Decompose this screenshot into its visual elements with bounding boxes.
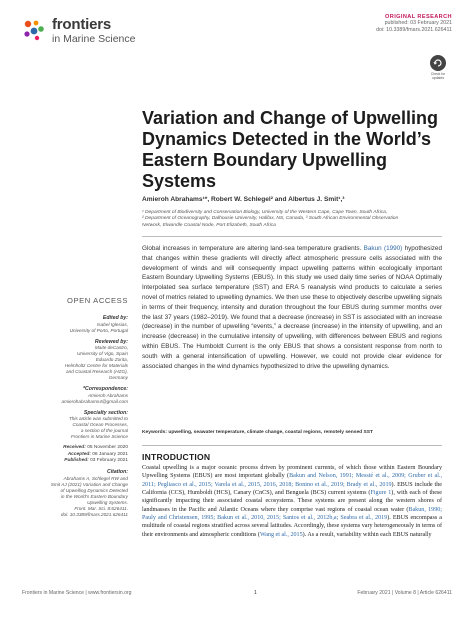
citation <box>22 469 128 518</box>
received-label: Received: <box>63 445 86 451</box>
keywords-label: Keywords: <box>142 430 168 435</box>
check-updates-icon <box>430 55 446 71</box>
page-number: 1 <box>254 590 257 596</box>
edited-by <box>22 315 128 334</box>
citation-line: of Upwelling Dynamics Detected <box>60 487 128 493</box>
reviewer-line: and Coastal Research (HZG), <box>65 369 128 375</box>
published-value: 03 February 2021 <box>90 457 128 463</box>
open-access-label: OPEN ACCESS <box>66 296 128 305</box>
correspondence-heading: *Correspondence: <box>83 386 128 393</box>
article-title: Variation and Change of Upwelling Dynamics Detected in the World’s Eastern Boundary Upwelling Systems <box>142 108 439 191</box>
check-for-updates-button[interactable] <box>428 55 448 79</box>
reviewer-line: Germany <box>108 375 128 381</box>
citation-line: Front. Mar. Sci. 8:626411. <box>74 505 128 511</box>
citation-link[interactable]: Wang et al., 2015 <box>259 531 303 538</box>
citation-link[interactable]: Bakun, 1990; Pauly and Christensen, 1995; Bakun et al., 2010, 2015; Santos et al., 2012b,a; Seabra et al., 2019 <box>142 506 442 522</box>
editor-line: Isabel Iglesias, <box>96 321 128 327</box>
specialty-line: a section of the journal <box>80 428 128 434</box>
citation-line: Smit AJ (2021) Variation and Change <box>50 481 128 487</box>
introduction-heading: INTRODUCTION <box>142 452 211 462</box>
abstract <box>142 244 442 371</box>
affiliation-line: ² Department of Oceanography, Dalhousie University, Halifax, NS, Canada, ³ South African Environmental Observation <box>142 216 399 222</box>
citation-line: in the World’s Eastern Boundary <box>60 493 128 499</box>
correspondence-email[interactable]: amierohabrahams4@gmail.com <box>61 398 128 404</box>
specialty-line: Frontiers in Marine Science <box>70 434 128 440</box>
received-value: 05 November 2020 <box>87 445 128 451</box>
correspondence-name: Amieroh Abrahams <box>88 392 128 398</box>
article-sidebar <box>22 296 128 523</box>
divider <box>142 236 442 237</box>
page-footer <box>22 590 452 600</box>
reviewed-by <box>22 339 128 382</box>
published-label: Published: <box>64 457 89 463</box>
intro-text: ). EBUS encompass a multitude of coastal regions stratified across several latitudes. Accordingly, these systems vary heterogeneously in terms of their environments and atmospheric conditions ( <box>142 515 442 538</box>
affiliation-line: Network, Elwandle Coastal Node, Port Elizabeth, South Africa <box>142 222 276 228</box>
citation-link[interactable]: Bakun and Nelson, 1991; Messié et al., 2009; Gruber et al., 2011; Pegliasco et al., 2015; Varela et al., 2015, 2016, 2018; Bonino et al., 2019; Brady et al., 2019 <box>142 473 442 488</box>
intro-text: ). As a result, variability within each EBUS naturally <box>302 531 432 538</box>
reviewer-line: Maite deCastro, <box>94 345 128 351</box>
specialty-line: This article was submitted to <box>68 416 128 422</box>
journal-name-word2: in Marine Science <box>52 33 136 45</box>
reviewer-line: Eduardo Zorita, <box>95 357 128 363</box>
specialty-line: Coastal Ocean Processes, <box>72 422 128 428</box>
intro-text: Coastal upwelling is a major oceanic process driven by prominent currents, of which those within Eastern Boundary Upwelling Systems (EBUS) are most important globally ( <box>142 465 442 480</box>
correspondence <box>22 386 128 405</box>
author-list: Amieroh Abrahams¹*, Robert W. Schlegel² and Albertus J. Smit¹,³ <box>142 196 345 203</box>
check-updates-label: Check for updates <box>430 72 446 80</box>
abstract-text: Global increases in temperature are altering land-sea temperature gradients. <box>142 245 362 252</box>
intro-text: ). EBUS include the California (CCS), Humboldt (HCS), Canary (CnCS), and Benguela (BCS) current systems ( <box>142 481 442 497</box>
specialty-heading: Specialty section: <box>83 409 128 416</box>
article-type: ORIGINAL RESEARCH <box>385 14 452 20</box>
doi-header[interactable]: doi: 10.3389/fmars.2021.626411 <box>376 26 452 33</box>
intro-text: ), with each of these significantly impacting their associated coastal ecosystems. These systems are present along the western shores of landmasses in the Pacific and Atlantic Oceans where they comprise vast regions of coastal ocean water ( <box>142 490 442 513</box>
frontiers-logo-icon <box>22 18 46 42</box>
specialty-section <box>22 410 128 441</box>
footer-journal[interactable]: Frontiers in Marine Science | www.frontiersin.org <box>22 590 132 596</box>
accepted-value: 08 January 2021 <box>92 451 128 457</box>
keywords-text: upwelling, seawater temperature, climate change, coastal regions, remotely sensed SST <box>168 430 374 435</box>
citation-doi[interactable]: doi: 10.3389/fmars.2021.626411 <box>60 511 128 517</box>
citation-heading: Citation: <box>106 469 128 476</box>
article-header-meta <box>376 14 452 33</box>
published-date <box>22 458 128 464</box>
affiliations <box>142 210 442 229</box>
journal-name-word1: frontiers <box>52 16 112 33</box>
citation-link[interactable]: Bakun (1990) <box>363 245 403 252</box>
footer-volume: February 2021 | Volume 8 | Article 626411 <box>357 590 452 596</box>
reviewer-line: Helmholtz Centre for Materials <box>64 363 128 369</box>
reviewer-line: University of Vigo, Spain <box>77 351 128 357</box>
dates <box>22 445 128 464</box>
reviewed-by-heading: Reviewed by: <box>94 338 128 345</box>
figure-link[interactable]: Figure 1 <box>370 490 392 497</box>
citation-line: Abrahams A, Schlegel RW and <box>63 475 128 481</box>
published-date-header: published: 03 February 2021 <box>384 20 452 26</box>
editor-line: University of Porto, Portugal <box>69 327 128 333</box>
edited-by-heading: Edited by: <box>102 315 128 321</box>
journal-logo[interactable] <box>22 16 182 48</box>
abstract-text: hypothesized that changes within these gradients will directly affect atmospheric pressure cells associated with the development of winds and will consequently impact upwelling patterns within ecologically important Eastern Boundary Upwelling Systems (EBUS). In this study we used daily time series of NOAA Optimally Interpolated sea surface temperature (SST) and ERA 5 reanalysis wind products to calculate a series novel of metrics related to upwelling dynamics. We then use these to objectively describe upwelling signals in terms of their frequency, intensity and duration throughout the four EBUS during summer months over the last 37 years (1982–2019). We found that a decrease (increase) in SST is associated with an increase (decrease) in the number of upwelling “events,” a decrease (increase) in the intensity of upwelling, and an increase (decrease) in the cumulative intensity of upwelling, with differences between EBUS and regions within EBUS. The Humboldt Current is the only EBUS that shows a consistent response from north to south with a general intensification of upwelling. However, we could not provide clear evidence for associated changes in the wind dynamics hypothesized to drive the upwelling dynamics. <box>142 245 442 370</box>
accepted-label: Accepted: <box>67 451 91 457</box>
affiliation-line: ¹ Department of Biodiversity and Conservation Biology, University of the Western Cape, Cape Town, South Africa, <box>142 210 388 215</box>
divider <box>142 445 442 446</box>
citation-line: Upwelling Systems. <box>87 499 128 505</box>
keywords <box>142 430 442 435</box>
introduction-text <box>142 464 442 539</box>
